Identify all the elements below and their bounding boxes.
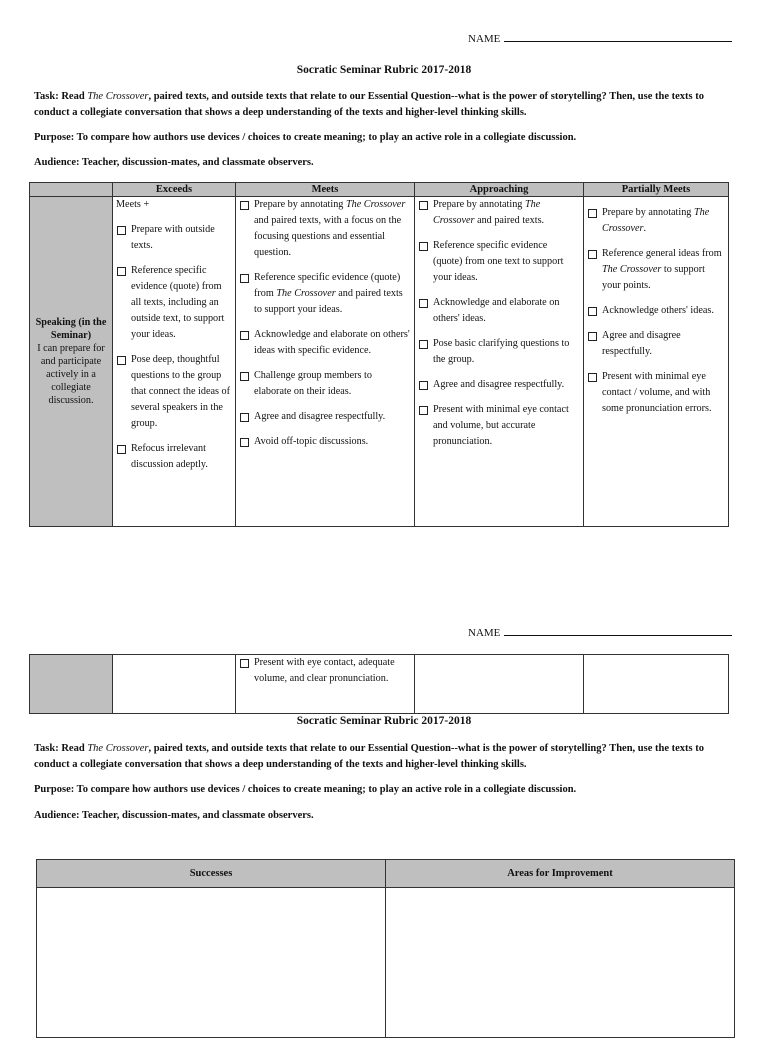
- list-item: Agree and disagree respectfully.: [239, 409, 410, 425]
- purpose-paragraph-2: Purpose: To compare how authors use devices / choices to create meaning; to play an active role in a collegiate discussion.: [34, 784, 577, 795]
- list-item: Challenge group members to elaborate on their ideas.: [239, 368, 410, 400]
- exceeds-cell-continued: [113, 655, 236, 714]
- checkbox-icon: [588, 332, 597, 341]
- feedback-table: [36, 859, 735, 1038]
- checkbox-icon: [240, 201, 249, 210]
- list-item: Reference specific evidence (quote) from one text to support your ideas.: [418, 238, 579, 286]
- rubric-table: [29, 182, 729, 527]
- list-item: Prepare by annotating The Crossover and paired texts.: [418, 197, 579, 229]
- improvement-cell[interactable]: [386, 888, 735, 1038]
- header-areas-for-improvement: Areas for Improvement: [386, 860, 735, 888]
- list-item: Reference specific evidence (quote) from all texts, including an outside text, to support your ideas.: [116, 263, 231, 343]
- audience-paragraph-2: Audience: Teacher, discussion-mates, and classmate observers.: [34, 810, 314, 821]
- exceeds-intro: Meets +: [116, 199, 150, 210]
- list-item: Prepare by annotating The Crossover.: [587, 205, 724, 237]
- list-item: Prepare by annotating The Crossover and paired texts, with a focus on the focusing questions and essential question.: [239, 197, 410, 261]
- list-item: Reference specific evidence (quote) from The Crossover and paired texts to support your ideas.: [239, 270, 410, 318]
- checkbox-icon: [117, 445, 126, 454]
- list-item: Reference general ideas from The Crossover to support your points.: [587, 246, 724, 294]
- checkbox-icon: [117, 226, 126, 235]
- header-successes: Successes: [37, 860, 386, 888]
- task-paragraph-1: Task: Read The Crossover, paired texts, and outside texts that relate to our Essential Question--what is the power of storytelling? Then, use the texts to conduct a collegiate conversation that shows a deep understanding of the texts and higher-level thinking skills.: [34, 91, 704, 118]
- checkbox-icon: [588, 250, 597, 259]
- checkbox-icon: [240, 372, 249, 381]
- checkbox-icon: [419, 406, 428, 415]
- checkbox-icon: [419, 242, 428, 251]
- name-blank-line[interactable]: [504, 624, 732, 636]
- list-item: Present with eye contact, adequate volume, and clear pronunciation.: [239, 655, 410, 687]
- checkbox-icon: [240, 274, 249, 283]
- checkbox-icon: [588, 209, 597, 218]
- approaching-cell: [415, 197, 584, 527]
- list-item: Agree and disagree respectfully.: [587, 328, 724, 360]
- rubric-title-2: Socratic Seminar Rubric 2017-2018: [296, 715, 472, 727]
- meets-list-continued: [236, 655, 414, 687]
- checkbox-icon: [240, 331, 249, 340]
- audience-paragraph-1: Audience: Teacher, discussion-mates, and classmate observers.: [34, 157, 314, 168]
- list-item: Prepare with outside texts.: [116, 222, 231, 254]
- header-meets: Meets: [236, 183, 415, 197]
- meets-cell: [236, 197, 415, 527]
- checkbox-icon: [240, 659, 249, 668]
- list-item: Pose basic clarifying questions to the group.: [418, 336, 579, 368]
- list-item: Present with minimal eye contact and volume, but accurate pronunciation.: [418, 402, 579, 450]
- row-header-continued: [30, 655, 113, 714]
- checkbox-icon: [240, 438, 249, 447]
- list-item: Agree and disagree respectfully.: [418, 377, 579, 393]
- exceeds-cell: [113, 197, 236, 527]
- header-approaching: Approaching: [415, 183, 584, 197]
- checkbox-icon: [588, 373, 597, 382]
- name-blank-line[interactable]: [504, 30, 732, 42]
- name-field-2[interactable]: NAME: [468, 624, 732, 639]
- rubric-title-1: Socratic Seminar Rubric 2017-2018: [296, 64, 472, 76]
- partially-meets-cell-continued: [584, 655, 729, 714]
- name-field-1[interactable]: NAME: [468, 30, 732, 45]
- header-partially-meets: Partially Meets: [584, 183, 729, 197]
- partially-meets-cell: [584, 197, 729, 527]
- list-item: Acknowledge and elaborate on others' ideas.: [418, 295, 579, 327]
- header-exceeds: Exceeds: [113, 183, 236, 197]
- task-paragraph-2: Task: Read The Crossover, paired texts, and outside texts that relate to our Essential Question--what is the power of storytelling? Then, use the texts to conduct a collegiate conversation that shows a deep understanding of the texts and higher-level thinking skills.: [34, 743, 704, 770]
- list-item: Acknowledge others' ideas.: [587, 303, 724, 319]
- partially-meets-list: [584, 197, 728, 417]
- checkbox-icon: [419, 381, 428, 390]
- rubric-corner: [30, 183, 113, 197]
- purpose-paragraph-1: Purpose: To compare how authors use devices / choices to create meaning; to play an active role in a collegiate discussion.: [34, 132, 577, 143]
- rubric-table-continued: [29, 654, 729, 714]
- exceeds-list: [113, 222, 235, 473]
- list-item: Avoid off-topic discussions.: [239, 434, 410, 450]
- checkbox-icon: [419, 201, 428, 210]
- checkbox-icon: [240, 413, 249, 422]
- approaching-cell-continued: [415, 655, 584, 714]
- list-item: Pose deep, thoughtful questions to the group that connect the ideas of several speakers in the group.: [116, 352, 231, 432]
- checkbox-icon: [588, 307, 597, 316]
- list-item: Refocus irrelevant discussion adeptly.: [116, 441, 231, 473]
- checkbox-icon: [419, 340, 428, 349]
- approaching-list: [415, 197, 583, 450]
- successes-cell[interactable]: [37, 888, 386, 1038]
- meets-list: [236, 197, 414, 450]
- checkbox-icon: [419, 299, 428, 308]
- meets-cell-continued: [236, 655, 415, 714]
- list-item: Present with minimal eye contact / volume, and with some pronunciation errors.: [587, 369, 724, 417]
- checkbox-icon: [117, 267, 126, 276]
- list-item: Acknowledge and elaborate on others' ideas with specific evidence.: [239, 327, 410, 359]
- checkbox-icon: [117, 356, 126, 365]
- row-header-speaking: Speaking (in the Seminar) I can prepare for and participate actively in a collegiate discussion.: [30, 197, 113, 527]
